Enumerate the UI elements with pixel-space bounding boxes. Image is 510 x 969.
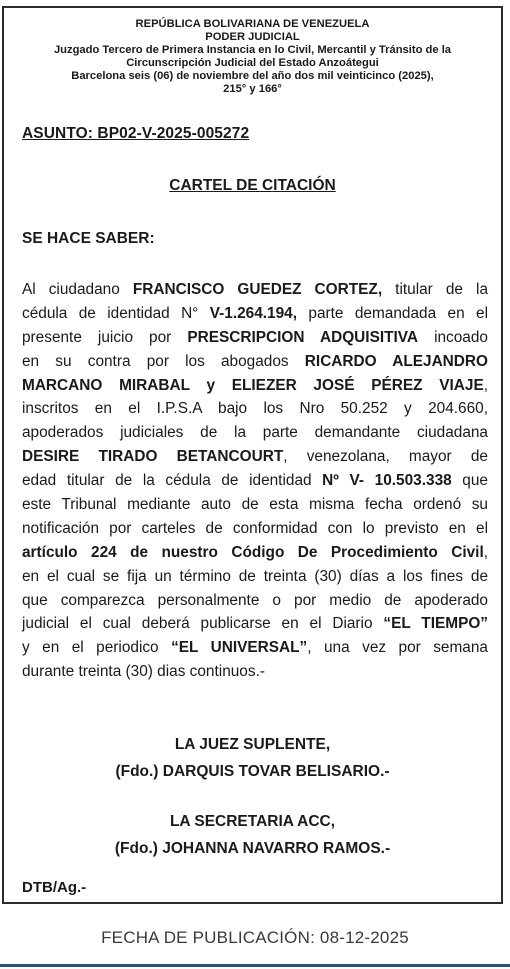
body-text: , bbox=[483, 543, 488, 561]
bottom-rule bbox=[0, 964, 510, 967]
body-text: parte demandada en el bbox=[297, 304, 488, 322]
legal-notice-box bbox=[2, 6, 503, 904]
header-republic: REPÚBLICA BOLIVARIANA DE VENEZUELA bbox=[135, 18, 370, 30]
body-bold-text: FRANCISCO GUEDEZ CORTEZ, bbox=[132, 281, 383, 298]
body-text: este Tribunal mediante auto de esta misma fecha ordenó su bbox=[22, 496, 488, 514]
notice-body bbox=[22, 278, 488, 684]
header-date: Barcelona seis (06) de noviembre del año dos mil veinticinco (2025), bbox=[71, 70, 434, 82]
body-bold-text: Nº V- 10.503.338 bbox=[322, 472, 452, 490]
body-text: notificación por carteles de conformidad con lo previsto en el bbox=[22, 519, 488, 537]
body-text: que bbox=[451, 472, 488, 490]
body-text: en su contra por los abogados bbox=[22, 352, 305, 370]
body-line bbox=[22, 445, 488, 469]
header-circumscription: Circunscripción Judicial del Estado Anzoátegui bbox=[126, 57, 379, 69]
initials: DTB/Ag.- bbox=[22, 879, 87, 896]
judge-signature: (Fdo.) DARQUIS TOVAR BELISARIO.- bbox=[115, 763, 390, 780]
body-line bbox=[22, 636, 488, 660]
body-text: presente juicio por bbox=[22, 328, 188, 346]
body-bold-text: “EL UNIVERSAL” bbox=[171, 639, 308, 657]
body-bold-text: RICARDO ALEJANDRO bbox=[304, 352, 489, 370]
header-court: Juzgado Tercero de Primera Instancia en lo Civil, Mercantil y Tránsito de la bbox=[53, 44, 452, 56]
secretary-title: LA SECRETARIA ACC, bbox=[169, 813, 336, 830]
body-bold-text: artículo 224 de nuestro Código De Procedimiento Civil bbox=[22, 543, 484, 561]
body-bold-text: V-1.264.194, bbox=[209, 304, 298, 322]
body-bold-text: MARCANO MIRABAL y ELIEZER JOSÉ PÉREZ VIAJE bbox=[22, 376, 484, 394]
body-line bbox=[22, 517, 488, 541]
body-text: edad titular de la cédula de identidad bbox=[22, 472, 323, 490]
body-text: incoado bbox=[418, 328, 488, 346]
notice-title: CARTEL DE CITACIÓN bbox=[169, 177, 336, 194]
body-line bbox=[22, 421, 488, 445]
body-line bbox=[22, 326, 488, 350]
body-line bbox=[22, 589, 488, 613]
body-line bbox=[22, 541, 488, 565]
body-bold-text: DESIRE TIRADO BETANCOURT bbox=[22, 448, 284, 466]
body-text: cédula de identidad N° bbox=[22, 304, 210, 322]
body-line bbox=[22, 278, 488, 302]
body-text: Al ciudadano bbox=[22, 281, 133, 298]
body-text: , bbox=[483, 376, 488, 394]
body-line bbox=[22, 302, 488, 326]
body-text: inscritos en el I.P.S.A bajo los Nro 50.252 y 204.660, bbox=[22, 400, 488, 418]
body-line bbox=[22, 350, 488, 374]
notice-intro: SE HACE SABER: bbox=[22, 230, 155, 247]
body-line bbox=[22, 565, 488, 589]
header-judicial-power: PODER JUDICIAL bbox=[205, 31, 300, 43]
case-number: ASUNTO: BP02-V-2025-005272 bbox=[22, 125, 250, 142]
secretary-signature: (Fdo.) JOHANNA NAVARRO RAMOS.- bbox=[114, 840, 391, 857]
body-line bbox=[22, 493, 488, 517]
body-text: que comparezca personalmente o por medio de apoderado bbox=[22, 591, 488, 609]
body-line bbox=[22, 469, 488, 493]
body-bold-text: “EL TIEMPO” bbox=[383, 615, 488, 633]
header-years: 215° y 166° bbox=[223, 83, 282, 95]
body-text: en el cual se fija un término de treinta (30) días a los fines de bbox=[22, 567, 488, 585]
body-line bbox=[22, 660, 488, 684]
body-text: y en el periodico bbox=[22, 639, 172, 657]
body-line bbox=[22, 612, 488, 636]
publication-date: FECHA DE PUBLICACIÓN: 08-12-2025 bbox=[101, 928, 409, 947]
body-text: titular de la bbox=[382, 281, 489, 298]
body-line bbox=[22, 397, 488, 421]
body-line bbox=[22, 374, 488, 398]
body-text: , una vez por semana bbox=[307, 639, 488, 657]
body-text: durante treinta (30) dias continuos.- bbox=[22, 663, 265, 681]
body-text: apoderados judiciales de la parte demandante ciudadana bbox=[22, 424, 488, 442]
body-text: judicial el cual deberá publicarse en el Diario bbox=[22, 615, 384, 633]
body-text: , venezolana, mayor de bbox=[283, 448, 488, 466]
body-bold-text: PRESCRIPCION ADQUISITIVA bbox=[187, 328, 419, 346]
judge-title: LA JUEZ SUPLENTE, bbox=[174, 736, 331, 753]
